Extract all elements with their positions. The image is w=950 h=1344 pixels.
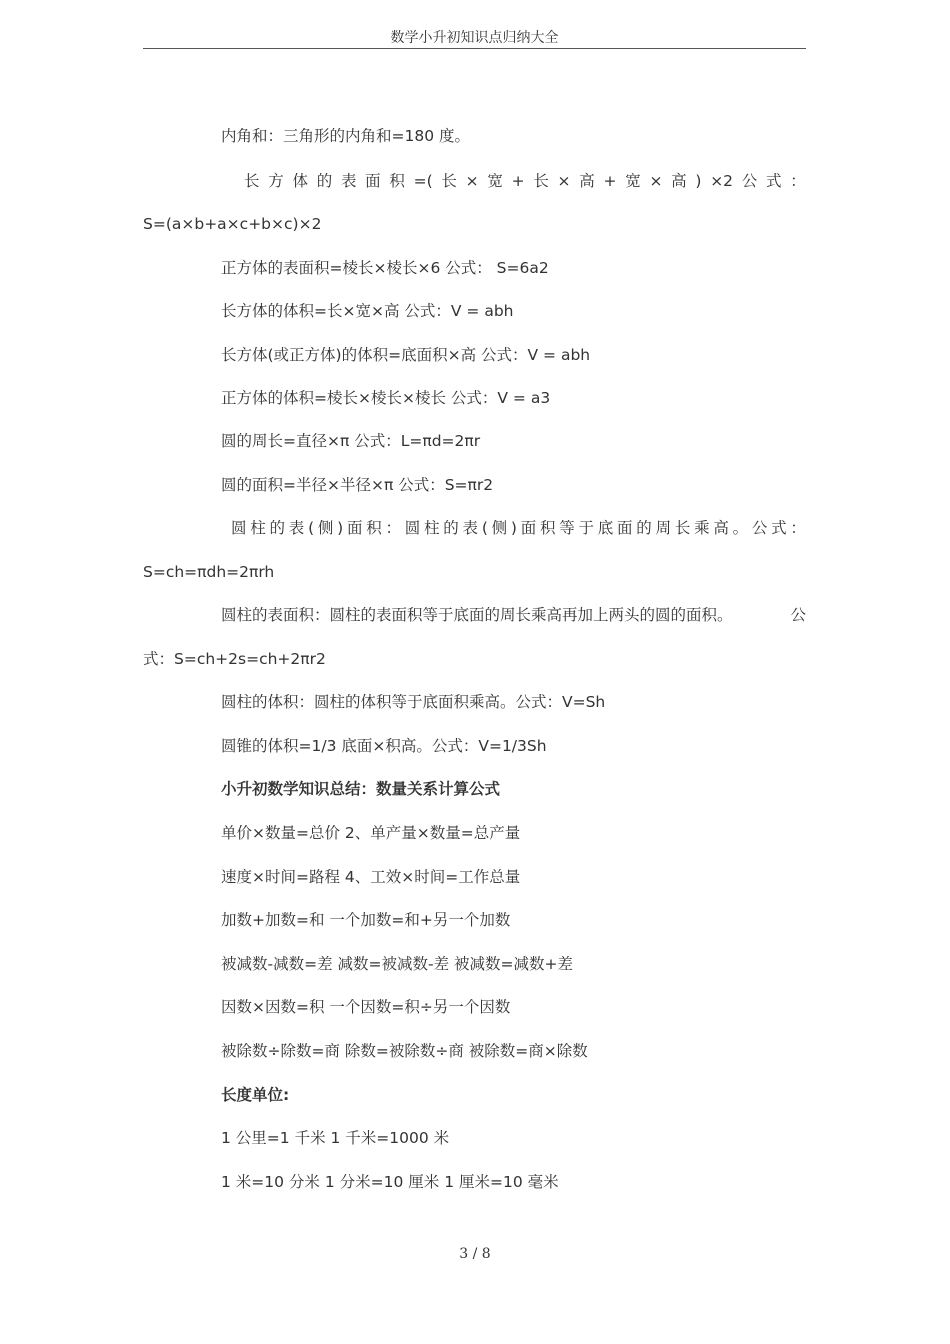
text-segment: ：	[790, 172, 806, 190]
text-segment: 长	[441, 172, 457, 190]
page-header: 数学小升初知识点归纳大全	[143, 28, 806, 49]
text-segment: 表	[288, 519, 305, 537]
cube-surface-line: 正方体的表面积=棱长×棱长×6 公式： S=6a2	[221, 259, 549, 277]
text-segment: )	[510, 519, 517, 537]
text-segment: )	[695, 172, 702, 190]
text-segment: 表	[462, 519, 479, 537]
text-segment: 圆	[404, 519, 421, 537]
text-segment: 面	[617, 519, 633, 537]
subtraction-line: 被减数-减数=差 减数=被减数-差 被减数=减数+差	[221, 955, 573, 973]
text-segment: =(	[413, 172, 433, 190]
text-segment: 积	[366, 519, 382, 537]
text-segment: 公	[751, 519, 768, 537]
length-section-heading: 长度单位:	[221, 1086, 290, 1104]
speed-line: 速度×时间=路程 4、工效×时间=工作总量	[221, 868, 521, 886]
cuboid-surface-formula: S=(a×b+a×c+b×c)×2	[143, 215, 322, 233]
text-segment: 表	[340, 172, 357, 190]
quantity-section-heading: 小升初数学知识总结：数量关系计算公式	[221, 780, 501, 798]
text-segment: 侧	[491, 519, 508, 537]
text-segment: +	[511, 172, 525, 190]
text-segment: 高	[579, 172, 595, 190]
text-segment: 公	[741, 172, 758, 190]
text-segment: ×	[557, 172, 571, 190]
unit-price-line: 单价×数量=总价 2、单产量×数量=总产量	[221, 824, 521, 842]
cylinder-surface-line	[221, 604, 806, 626]
cuboid-surface-line	[244, 170, 806, 192]
text-segment: 方	[268, 172, 284, 190]
text-segment: 底	[597, 519, 614, 537]
text-segment: 侧	[317, 519, 334, 537]
text-segment: 式	[766, 172, 782, 190]
addition-line: 加数+加数=和 一个加数=和+另一个加数	[221, 911, 511, 929]
text-segment: 面	[520, 519, 537, 537]
text-segment: 体	[292, 172, 308, 190]
text-segment: 面	[365, 172, 381, 190]
text-segment: 柱	[250, 519, 266, 537]
text-segment: 积	[539, 519, 556, 537]
cylinder-volume-line: 圆柱的体积：圆柱的体积等于底面积乘高。公式：V=Sh	[221, 693, 606, 711]
text-segment: ×	[649, 172, 663, 190]
km-line: 1 公里=1 千米 1 千米=1000 米	[221, 1129, 450, 1147]
cylinder-side-formula: S=ch=πdh=2πrh	[143, 563, 275, 581]
text-segment: 周	[655, 519, 672, 537]
text-segment: 高	[713, 519, 729, 537]
cube-volume-line: 正方体的体积=棱长×棱长×棱长 公式：V = a3	[221, 389, 551, 407]
text-segment: 。	[732, 519, 749, 537]
cone-volume-line: 圆锥的体积=1/3 底面×积高。公式：V=1/3Sh	[221, 737, 547, 755]
division-line: 被除数÷除数=商 除数=被除数÷商 被除数=商×除数	[221, 1042, 588, 1060]
text-segment: 积	[389, 172, 405, 190]
text-segment: 式	[771, 519, 787, 537]
text-segment: 的	[636, 519, 652, 537]
text-segment: +	[603, 172, 617, 190]
text-segment: ：	[385, 519, 401, 537]
triangle-angles-line: 内角和：三角形的内角和=180 度。	[221, 127, 471, 145]
text-segment: 乘	[694, 519, 710, 537]
text-segment: 长	[244, 172, 260, 190]
cuboid-cube-volume-line: 长方体(或正方体)的体积=底面积×高 公式：V = abh	[221, 346, 591, 364]
cuboid-volume-line: 长方体的体积=长×宽×高 公式：V = abh	[221, 302, 514, 320]
cylinder-surface-formula: 式：S=ch+2s=ch+2πr2	[143, 650, 326, 668]
text-segment: 的	[316, 172, 333, 190]
text-segment: 高	[671, 172, 687, 190]
meter-line: 1 米=10 分米 1 分米=10 厘米 1 厘米=10 毫米	[221, 1173, 559, 1191]
text-segment: ：	[790, 519, 806, 537]
text-segment: )	[337, 519, 344, 537]
text-segment: (	[308, 519, 315, 537]
text-segment: 柱	[424, 519, 440, 537]
text-segment: 的	[443, 519, 459, 537]
text-segment: 的	[269, 519, 286, 537]
cylinder-surface-text: 圆柱的表面积：圆柱的表面积等于底面的周长乘高再加上两头的圆的面积。	[221, 606, 733, 624]
multiplication-line: 因数×因数=积 一个因数=积÷另一个因数	[221, 998, 511, 1016]
circle-area-line: 圆的面积=半径×半径×π 公式：S=πr2	[221, 476, 494, 494]
text-segment: 宽	[487, 172, 503, 190]
text-segment: 面	[346, 519, 363, 537]
text-segment: ×2	[710, 172, 734, 190]
cylinder-surface-tail: 公	[790, 606, 806, 624]
text-segment: 等	[559, 519, 575, 537]
text-segment: 圆	[231, 519, 247, 537]
text-segment: 长	[533, 172, 549, 190]
cylinder-side-line	[231, 517, 806, 539]
text-segment: ×	[465, 172, 479, 190]
text-segment: 宽	[625, 172, 641, 190]
text-segment: 于	[578, 519, 595, 537]
circle-perimeter-line: 圆的周长=直径×π 公式：L=πd=2πr	[221, 432, 481, 450]
page-number: 3 / 8	[459, 1246, 491, 1262]
text-segment: (	[481, 519, 488, 537]
text-segment: 长	[674, 519, 691, 537]
